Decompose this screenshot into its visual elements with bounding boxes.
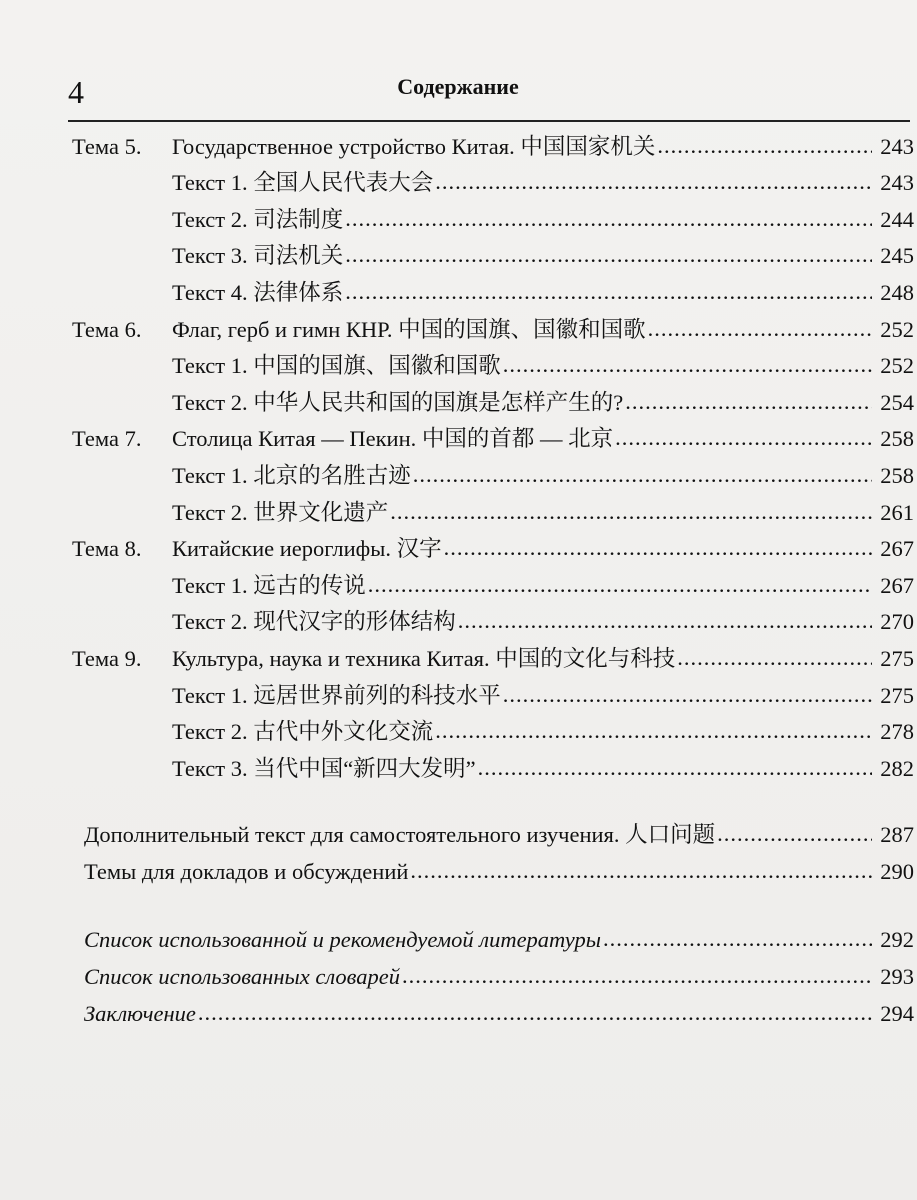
toc-text-item[interactable] xyxy=(72,604,914,641)
dot-leader xyxy=(677,640,872,676)
dot-leader xyxy=(435,164,872,200)
dot-leader xyxy=(345,237,872,273)
page-ref: 275 xyxy=(880,682,914,708)
page-ref: 261 xyxy=(880,499,914,525)
dot-leader xyxy=(413,457,872,493)
dot-leader xyxy=(657,128,872,164)
page-ref: 293 xyxy=(880,964,914,990)
topic-label: Тема 6. xyxy=(72,316,142,342)
dot-leader xyxy=(435,713,872,749)
text-title: Текст 2. 司法制度 xyxy=(172,206,344,232)
dot-leader xyxy=(345,274,872,310)
dot-leader xyxy=(648,311,872,347)
page-ref: 245 xyxy=(880,243,914,269)
table-of-contents xyxy=(72,128,914,1032)
toc-text-item[interactable] xyxy=(72,348,914,385)
page-ref: 294 xyxy=(880,1000,914,1026)
topic-title: Столица Китая — Пекин. 中国的首都 — 北京 xyxy=(172,426,614,452)
text-title: Текст 3. 司法机关 xyxy=(172,243,344,269)
text-title: Текст 2. 现代汉字的形体结构 xyxy=(172,609,456,635)
page-title: Содержание xyxy=(397,74,519,99)
page-ref: 282 xyxy=(880,755,914,781)
toc-topic-5[interactable] xyxy=(72,128,914,165)
extra-title: Дополнительный текст для самостоятельного изучения. 人口问题 xyxy=(84,822,716,848)
toc-text-item[interactable] xyxy=(72,165,914,202)
text-title: Текст 2. 世界文化遗产 xyxy=(172,499,389,525)
dot-leader xyxy=(478,750,872,786)
dot-leader xyxy=(444,530,872,566)
topic-label: Тема 9. xyxy=(72,645,142,671)
section-spacer xyxy=(72,890,914,922)
toc-text-item[interactable] xyxy=(72,274,914,311)
toc-topic-8[interactable] xyxy=(72,531,914,568)
page-ref: 258 xyxy=(880,426,914,452)
page-number: 4 xyxy=(68,74,84,110)
back-matter-title: Заключение xyxy=(84,1000,196,1026)
section-spacer xyxy=(72,787,914,817)
dot-leader xyxy=(368,567,872,603)
page-ref: 287 xyxy=(880,822,914,848)
text-title: Текст 1. 远古的传说 xyxy=(172,572,366,598)
page-ref: 275 xyxy=(880,645,914,671)
toc-back-matter-item[interactable] xyxy=(72,958,914,995)
dot-leader xyxy=(390,494,872,530)
toc-text-item[interactable] xyxy=(72,201,914,238)
toc-topic-7[interactable] xyxy=(72,421,914,458)
page-ref: 270 xyxy=(880,609,914,635)
toc-topic-6[interactable] xyxy=(72,311,914,348)
text-title: Текст 1. 远居世界前列的科技水平 xyxy=(172,682,501,708)
page-ref: 290 xyxy=(880,858,914,884)
dot-leader xyxy=(603,921,872,957)
dot-leader xyxy=(503,347,872,383)
dot-leader xyxy=(198,995,872,1031)
topic-title: Государственное устройство Китая. 中国国家机关 xyxy=(172,133,656,159)
dot-leader xyxy=(717,816,872,852)
dot-leader xyxy=(345,201,872,237)
text-title: Текст 2. 中华人民共和国的国旗是怎样产生的? xyxy=(172,389,624,415)
page-ref: 278 xyxy=(880,719,914,745)
topic-label: Тема 7. xyxy=(72,426,142,452)
dot-leader xyxy=(402,958,872,994)
toc-text-item[interactable] xyxy=(72,567,914,604)
toc-text-item[interactable] xyxy=(72,457,914,494)
topic-label: Тема 8. xyxy=(72,536,142,562)
page-header xyxy=(68,68,848,108)
back-matter-title: Список использованных словарей xyxy=(84,964,400,990)
toc-text-item[interactable] xyxy=(72,238,914,275)
page-ref: 243 xyxy=(880,170,914,196)
text-title: Текст 4. 法律体系 xyxy=(172,279,344,305)
page-ref: 244 xyxy=(880,206,914,232)
toc-text-item[interactable] xyxy=(72,677,914,714)
topic-title: Флаг, герб и гимн КНР. 中国的国旗、国徽和国歌 xyxy=(172,316,646,342)
page-ref: 252 xyxy=(880,353,914,379)
topic-title: Культура, наука и техника Китая. 中国的文化与科技 xyxy=(172,645,676,671)
page-ref: 252 xyxy=(880,316,914,342)
toc-back-matter-item[interactable] xyxy=(72,995,914,1032)
toc-back-matter-item[interactable] xyxy=(72,922,914,959)
toc-text-item[interactable] xyxy=(72,384,914,421)
toc-topic-9[interactable] xyxy=(72,640,914,677)
header-divider xyxy=(68,120,910,122)
text-title: Текст 3. 当代中国“新四大发明” xyxy=(172,755,476,781)
toc-text-item[interactable] xyxy=(72,494,914,531)
back-matter-title: Список использованной и рекомендуемой литературы xyxy=(84,927,601,953)
toc-extra-item[interactable] xyxy=(72,817,914,854)
toc-text-item[interactable] xyxy=(72,750,914,787)
text-title: Текст 2. 古代中外文化交流 xyxy=(172,719,434,745)
topic-title: Китайские иероглифы. 汉字 xyxy=(172,536,442,562)
text-title: Текст 1. 中国的国旗、国徽和国歌 xyxy=(172,353,501,379)
extra-title: Темы для докладов и обсуждений xyxy=(84,858,409,884)
topic-label: Тема 5. xyxy=(72,133,142,159)
page-ref: 267 xyxy=(880,572,914,598)
dot-leader xyxy=(503,677,872,713)
page-ref: 292 xyxy=(880,927,914,953)
dot-leader xyxy=(410,853,872,889)
page-ref: 243 xyxy=(880,133,914,159)
text-title: Текст 1. 全国人民代表大会 xyxy=(172,170,434,196)
page-ref: 258 xyxy=(880,462,914,488)
page-ref: 254 xyxy=(880,389,914,415)
dot-leader xyxy=(625,384,872,420)
toc-extra-item[interactable] xyxy=(72,853,914,890)
page-ref: 267 xyxy=(880,536,914,562)
dot-leader xyxy=(615,420,872,456)
toc-text-item[interactable] xyxy=(72,714,914,751)
dot-leader xyxy=(458,603,872,639)
text-title: Текст 1. 北京的名胜古迹 xyxy=(172,462,411,488)
page-ref: 248 xyxy=(880,279,914,305)
